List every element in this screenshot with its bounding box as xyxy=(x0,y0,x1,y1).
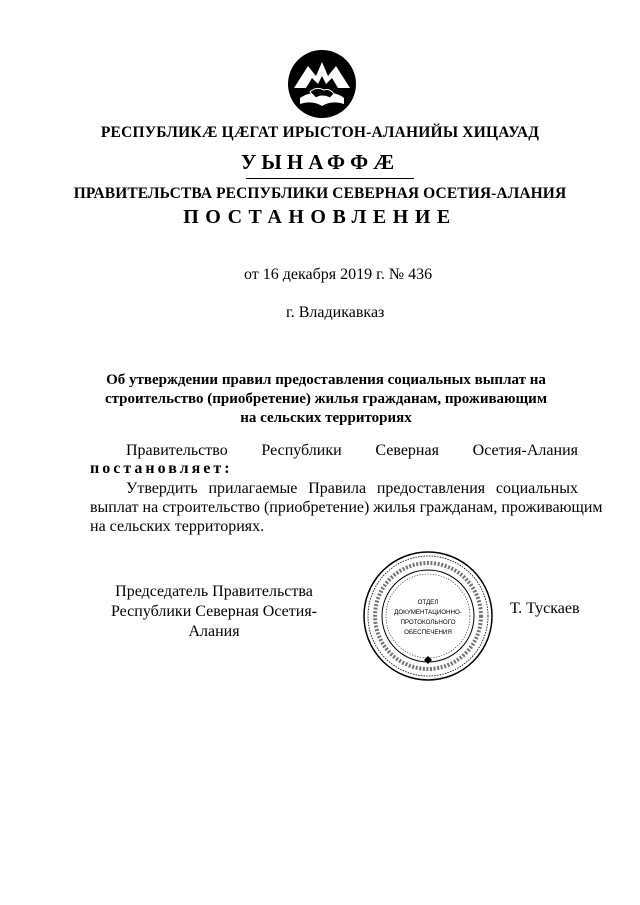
intro-word: Правительство xyxy=(126,442,228,459)
item-word: прилагаемые xyxy=(208,480,298,497)
intro-word: Республики xyxy=(261,442,342,459)
item-word: Правила xyxy=(308,480,367,497)
subject-line: на сельских территориях xyxy=(240,410,412,426)
signatory-position xyxy=(90,582,338,642)
item-word: Утвердить xyxy=(126,480,198,497)
coat-of-arms-emblem xyxy=(286,48,358,120)
seal-text: ПРОТОКОЛЬНОГО xyxy=(400,619,456,626)
item-word: предоставления xyxy=(376,480,486,497)
header-russian-decree: ПОСТАНОВЛЕНИЕ xyxy=(183,206,457,228)
body-intro-line xyxy=(126,442,578,460)
body-item-line xyxy=(126,480,578,498)
subject-line: строительство (приобретение) жилья гражданам, проживающим xyxy=(104,391,548,407)
official-seal-stamp xyxy=(360,548,496,684)
seal-text: ОТДЕЛ xyxy=(417,599,439,606)
intro-word: Северная xyxy=(375,442,439,459)
seal-text: ОБЕСПЕЧЕНИЯ xyxy=(404,629,452,636)
date-number: от 16 декабря 2019 г. № 436 xyxy=(244,266,433,283)
header-ossetian-decree: УЫНАФФÆ xyxy=(240,150,400,174)
body-resolves: постановляет: xyxy=(90,460,233,477)
body-item-line-2: выплат на строительство (приобретение) жилья гражданам, проживающим xyxy=(90,499,603,516)
header-russian-government: ПРАВИТЕЛЬСТВА РЕСПУБЛИКИ СЕВЕРНАЯ ОСЕТИЯ-АЛАНИЯ xyxy=(73,185,567,202)
header-underline xyxy=(246,178,414,179)
city: г. Владикавказ xyxy=(286,304,385,321)
signatory-name: Т. Тускаев xyxy=(510,600,580,617)
item-word: социальных xyxy=(495,480,578,497)
intro-word: Осетия-Алания xyxy=(472,442,578,459)
header-ossetian-republic: РЕСПУБЛИКÆ ЦÆГАТ ИРЫСТОН-АЛАНИЙЫ ХИЦАУАД xyxy=(100,124,540,141)
body-item-line-3: на сельских территориях. xyxy=(90,518,265,535)
position-line: Республики Северная Осетия-Алания xyxy=(110,603,317,640)
position-line: Председатель Правительства xyxy=(115,583,313,600)
document-subject xyxy=(96,371,556,428)
subject-line: Об утверждении правил предоставления социальных выплат на xyxy=(106,372,546,388)
seal-text: ДОКУМЕНТАЦИОННО- xyxy=(394,609,462,616)
